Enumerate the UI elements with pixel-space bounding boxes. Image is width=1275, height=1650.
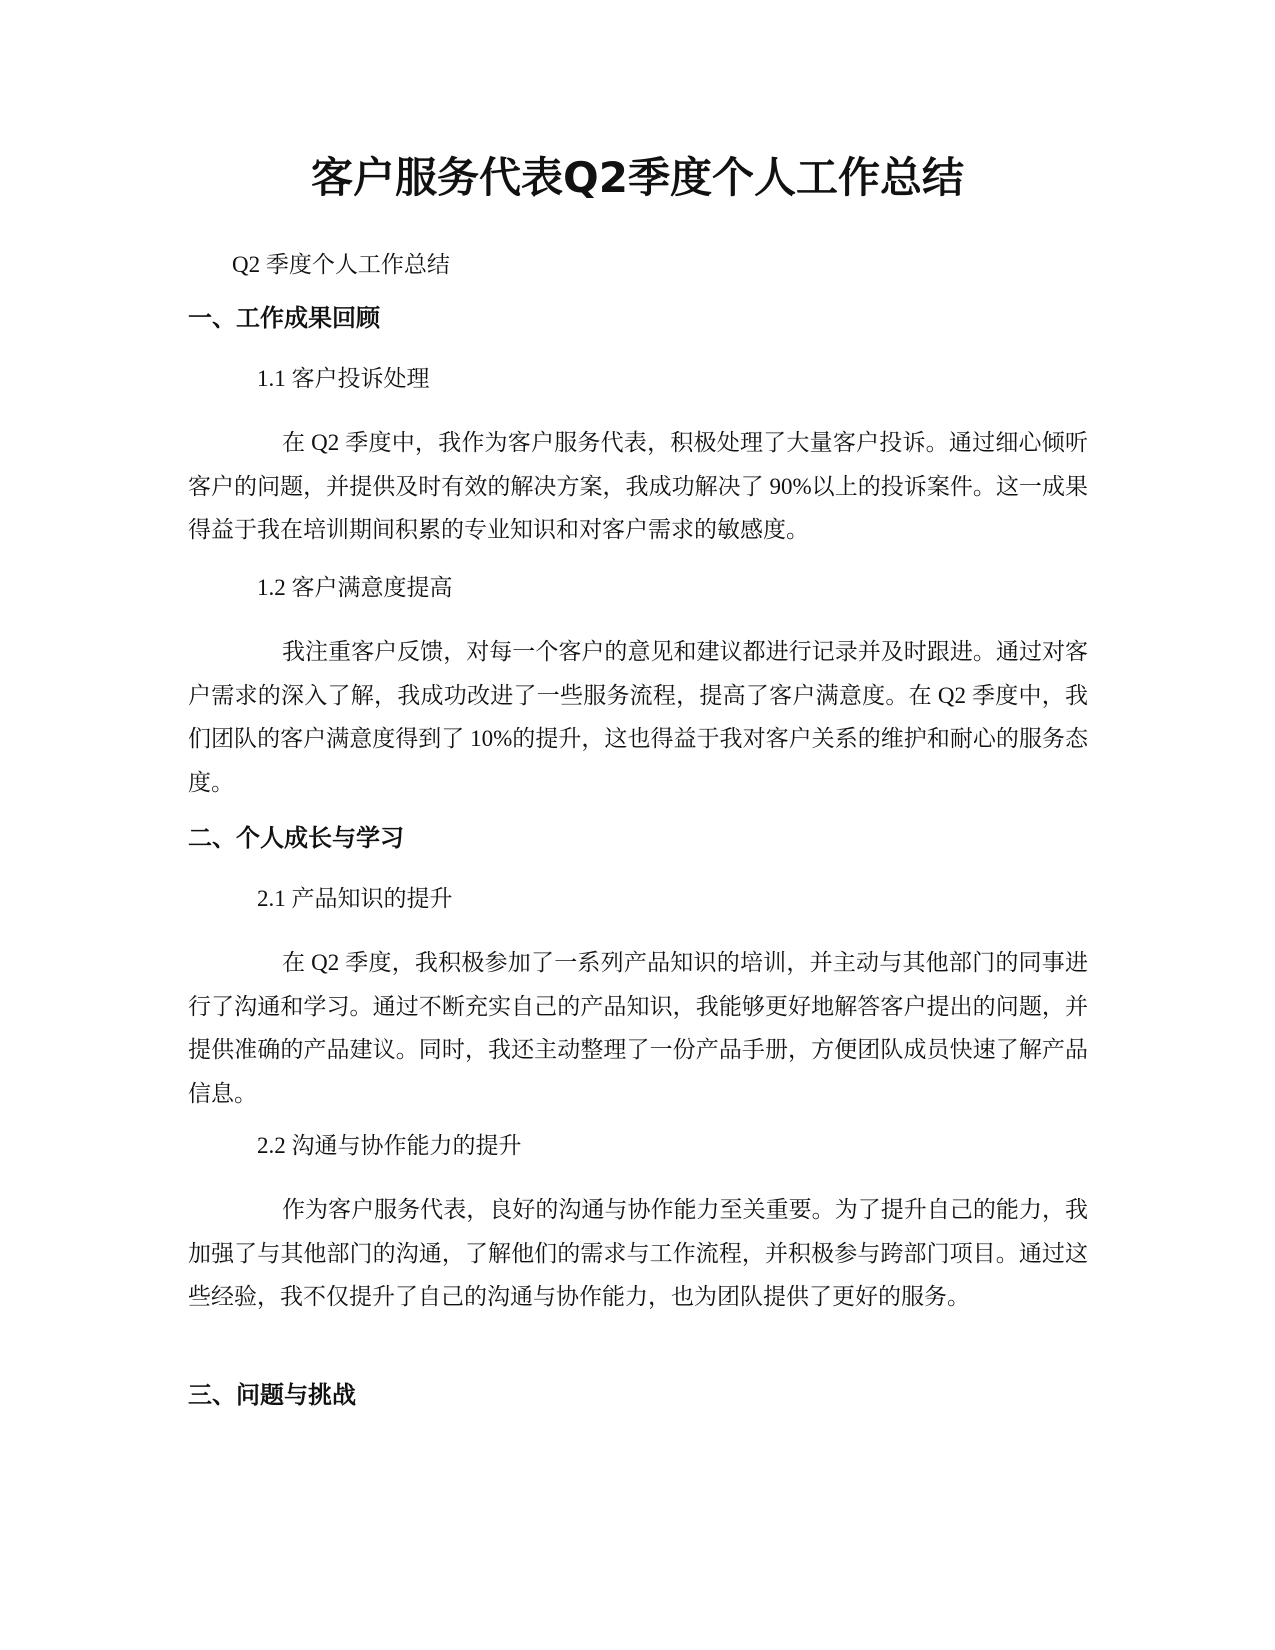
paragraph-2-1: 在 Q2 季度，我积极参加了一系列产品知识的培训，并主动与其他部门的同事进行了沟通和学习。通过不断充实自己的产品知识，我能够更好地解答客户提出的问题，并提供准确的产品建议。同时，我还主动整理了一份产品手册，方便团队成员快速了解产品信息。 xyxy=(188,950,1088,1106)
section-heading-3: 三、问题与挑战 xyxy=(188,1381,356,1409)
section-heading-1: 一、工作成果回顾 xyxy=(188,304,380,332)
paragraph-1-1: 在 Q2 季度中，我作为客户服务代表，积极处理了大量客户投诉。通过细心倾听客户的问题，并提供及时有效的解决方案，我成功解决了 90%以上的投诉案件。这一成果得益于我在培训期间积累的专业知识和对客户需求的敏感度。 xyxy=(188,430,1088,542)
subsection-heading-2-2: 2.2 沟通与协作能力的提升 xyxy=(257,1133,522,1158)
section-heading-2: 二、个人成长与学习 xyxy=(188,824,404,852)
subsection-heading-1-1: 1.1 客户投诉处理 xyxy=(257,366,430,391)
document-subtitle: Q2 季度个人工作总结 xyxy=(232,252,450,277)
paragraph-2-2: 作为客户服务代表，良好的沟通与协作能力至关重要。为了提升自己的能力，我加强了与其他部门的沟通，了解他们的需求与工作流程，并积极参与跨部门项目。通过这些经验，我不仅提升了自己的沟通与协作能力，也为团队提供了更好的服务。 xyxy=(188,1197,1088,1309)
document-title: 客户服务代表Q2季度个人工作总结 xyxy=(311,153,964,202)
subsection-heading-2-1: 2.1 产品知识的提升 xyxy=(257,886,453,911)
paragraph-1-2: 我注重客户反馈，对每一个客户的意见和建议都进行记录并及时跟进。通过对客户需求的深入了解，我成功改进了一些服务流程，提高了客户满意度。在 Q2 季度中，我们团队的客户满意度得到了 10%的提升，这也得益于我对客户关系的维护和耐心的服务态度。 xyxy=(188,639,1088,795)
subsection-heading-1-2: 1.2 客户满意度提高 xyxy=(257,575,453,600)
